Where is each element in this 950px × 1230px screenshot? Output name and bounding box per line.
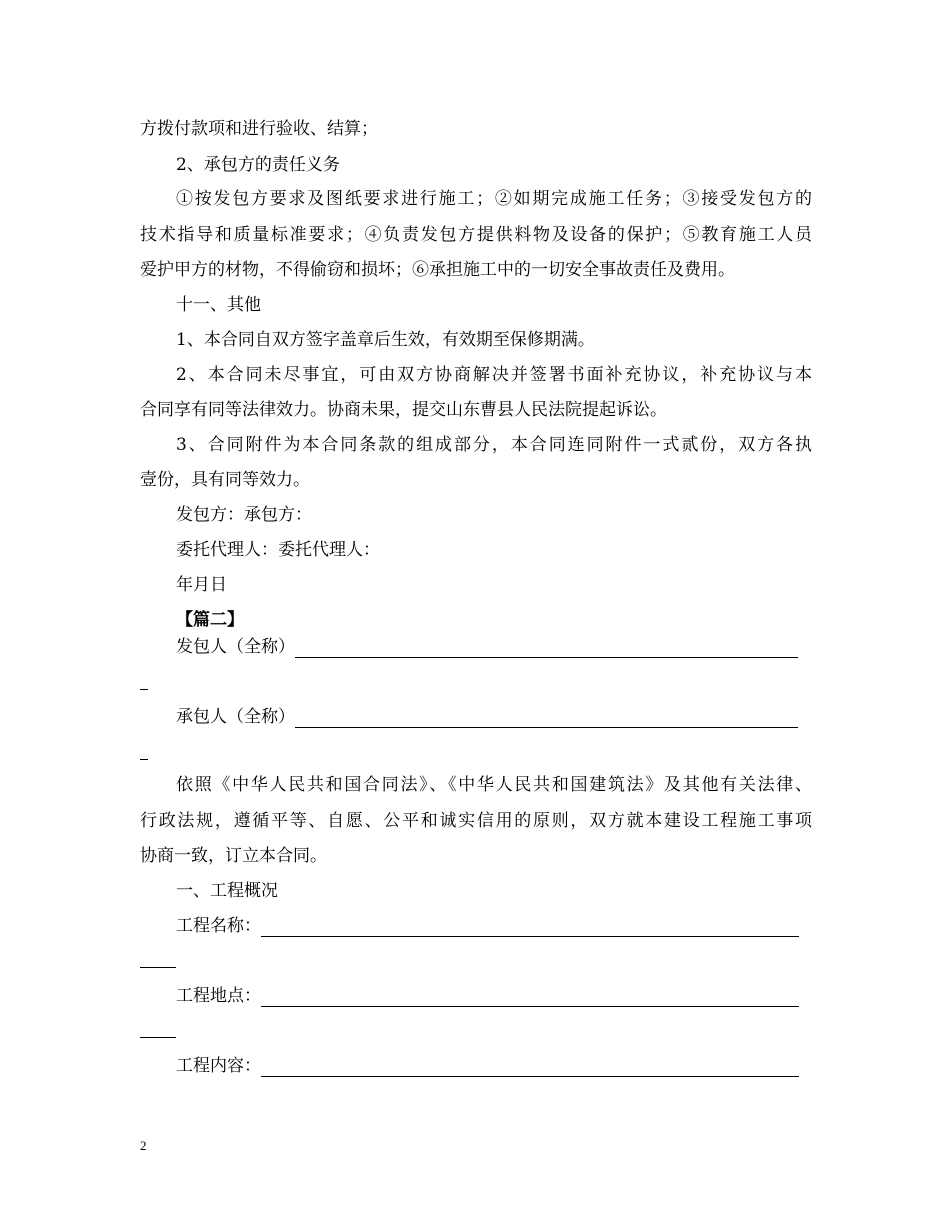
intro-line: 协商一致，订立本合同。: [140, 846, 327, 866]
paragraph-line: 合同享有同等法律效力。协商未果，提交山东曹县人民法院提起诉讼。: [140, 400, 667, 420]
project-location-label: 工程地点：: [176, 986, 261, 1006]
contractor-field: [176, 706, 798, 728]
contractor-blank-tail: [140, 758, 148, 760]
section-heading: 一、工程概况: [176, 881, 278, 901]
signature-line: 委托代理人：委托代理人：: [176, 540, 380, 560]
intro-line: 行政法规，遵循平等、自愿、公平和诚实信用的原则，双方就本建设工程施工事项: [140, 811, 812, 831]
employer-label: 发包人（全称）: [176, 637, 295, 657]
employer-blank: [295, 639, 798, 658]
project-name-blank-tail: [140, 966, 176, 968]
paragraph-line: 1、本合同自双方签字盖章后生效，有效期至保修期满。: [176, 330, 595, 350]
project-location-blank-tail: [140, 1036, 176, 1038]
employer-field: [176, 636, 798, 658]
project-content-blank: [261, 1058, 799, 1077]
paragraph-line: ①按发包方要求及图纸要求进行施工；②如期完成施工任务；③接受发包方的: [176, 189, 812, 209]
contractor-blank: [295, 709, 798, 728]
project-content-label: 工程内容：: [176, 1056, 261, 1076]
paragraph-line: 方拨付款项和进行验收、结算；: [140, 119, 378, 139]
paragraph-line: 2、本合同未尽事宜，可由双方协商解决并签署书面补充协议，补充协议与本: [176, 365, 812, 385]
project-content-field: [176, 1055, 799, 1077]
paragraph-line: 3、合同附件为本合同条款的组成部分，本合同连同附件一式贰份，双方各执: [176, 435, 812, 455]
employer-blank-tail: [140, 688, 148, 690]
date-line: 年月日: [176, 575, 227, 595]
section-heading: 十一、其他: [176, 295, 261, 315]
section-subheading: 2、承包方的责任义务: [176, 155, 340, 175]
project-name-blank: [261, 918, 799, 937]
project-name-field: [176, 915, 799, 937]
project-location-field: [176, 985, 799, 1007]
project-location-blank: [261, 988, 799, 1007]
page-number: 2: [140, 1138, 147, 1153]
paragraph-line: 技术指导和质量标准要求；④负责发包方提供料物及设备的保护；⑤教育施工人员: [140, 225, 812, 245]
signature-line: 发包方：承包方：: [176, 505, 312, 525]
part-heading: 【篇二】: [176, 610, 244, 630]
intro-line: 依照《中华人民共和国合同法》、《中华人民共和国建筑法》及其他有关法律、: [176, 775, 812, 795]
project-name-label: 工程名称：: [176, 916, 261, 936]
paragraph-line: 壹份，具有同等效力。: [140, 470, 310, 490]
paragraph-line: 爱护甲方的材物，不得偷窃和损坏；⑥承担施工中的一切安全事故责任及费用。: [140, 260, 735, 280]
contractor-label: 承包人（全称）: [176, 707, 295, 727]
